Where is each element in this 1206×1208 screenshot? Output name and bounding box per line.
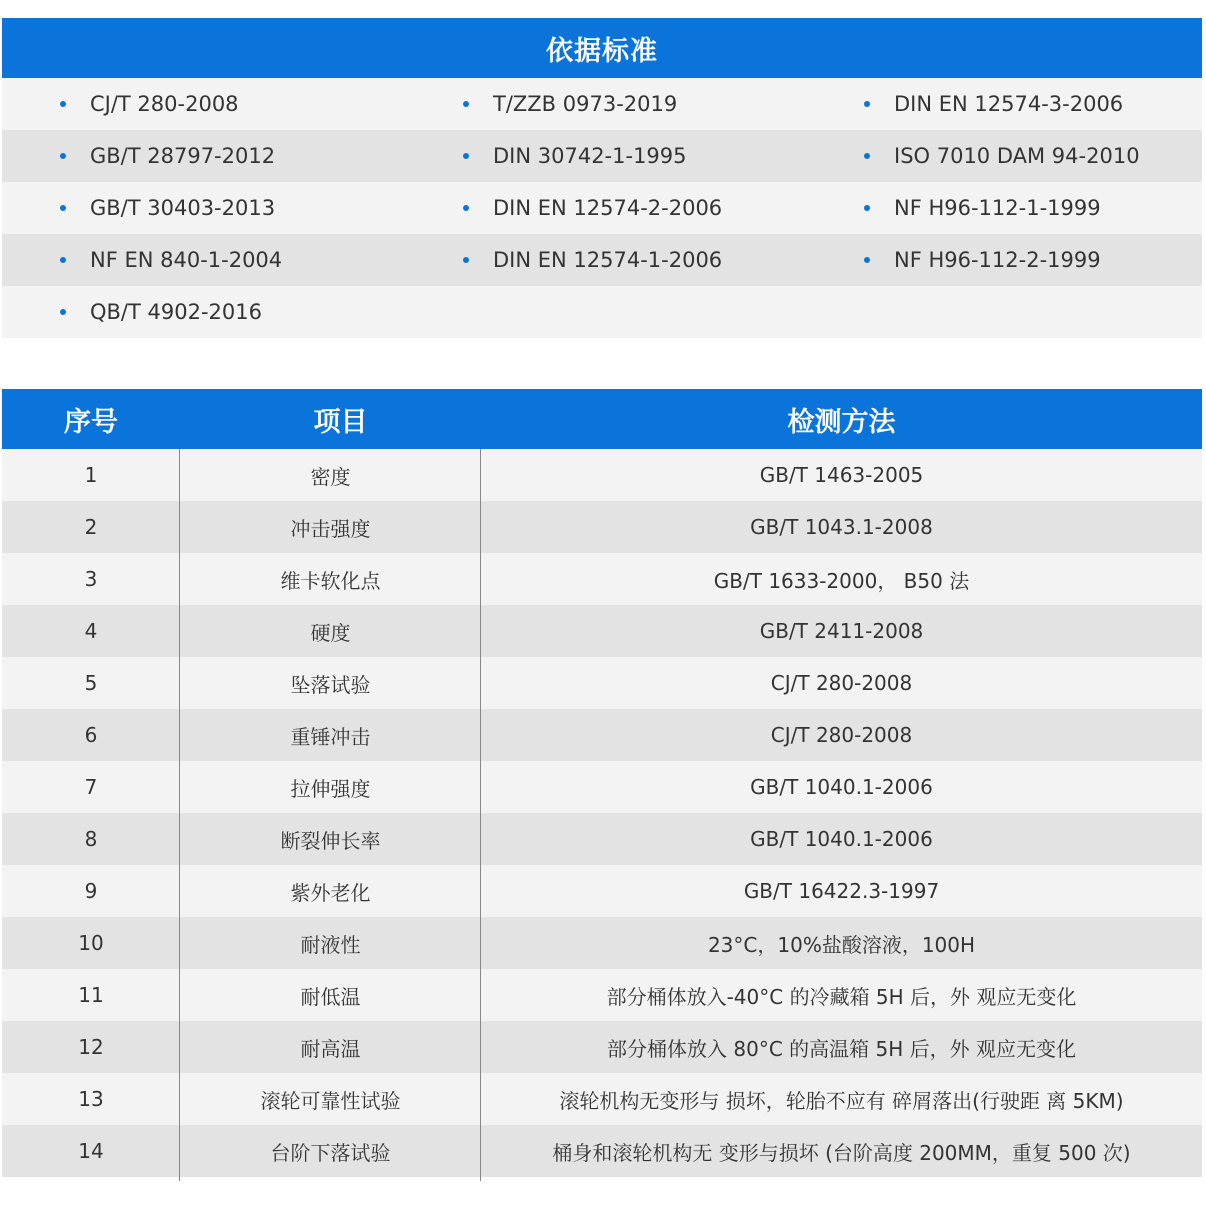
bullet-icon bbox=[864, 205, 870, 211]
test-table-header bbox=[2, 389, 1202, 449]
standards-row bbox=[2, 182, 1202, 234]
test-table bbox=[2, 449, 1202, 1177]
cell-method: 23°C，10%盐酸溶液，100H bbox=[707, 932, 976, 957]
bullet-icon bbox=[463, 257, 469, 263]
cell-no: 13 bbox=[78, 1087, 104, 1111]
table-row bbox=[2, 501, 1202, 553]
cell-method: GB/T 2411-2008 bbox=[759, 619, 924, 643]
cell-no: 2 bbox=[84, 515, 98, 539]
cell-item: 维卡软化点 bbox=[280, 568, 381, 593]
cell-item: 断裂伸长率 bbox=[280, 828, 381, 853]
cell-item: 耐高温 bbox=[300, 1036, 361, 1061]
cell-no: 10 bbox=[78, 931, 104, 955]
bullet-icon bbox=[60, 153, 66, 159]
bullet-icon bbox=[463, 101, 469, 107]
bullet-icon bbox=[864, 153, 870, 159]
standard-item bbox=[864, 234, 1101, 286]
column-divider bbox=[179, 449, 180, 1181]
cell-item: 硬度 bbox=[310, 620, 351, 645]
bullet-icon bbox=[60, 101, 66, 107]
cell-item: 拉伸强度 bbox=[290, 776, 371, 801]
standards-list bbox=[2, 78, 1202, 338]
table-row bbox=[2, 1073, 1202, 1125]
standard-item bbox=[60, 130, 275, 182]
cell-method: GB/T 1463-2005 bbox=[759, 463, 924, 487]
standard-code: GB/T 28797-2012 bbox=[90, 144, 276, 168]
standard-item bbox=[463, 234, 722, 286]
table-row bbox=[2, 917, 1202, 969]
standard-item bbox=[60, 182, 275, 234]
header-method: 检测方法 bbox=[787, 406, 896, 438]
cell-method: CJ/T 280-2008 bbox=[770, 671, 913, 695]
table-row bbox=[2, 761, 1202, 813]
standard-item bbox=[60, 286, 262, 338]
standards-row bbox=[2, 286, 1202, 338]
standard-item bbox=[60, 78, 239, 130]
table-row bbox=[2, 865, 1202, 917]
cell-no: 14 bbox=[78, 1139, 104, 1163]
table-row bbox=[2, 813, 1202, 865]
bullet-icon bbox=[463, 205, 469, 211]
table-row bbox=[2, 449, 1202, 501]
cell-no: 9 bbox=[84, 879, 98, 903]
cell-method: GB/T 1040.1-2006 bbox=[750, 827, 933, 851]
cell-item: 密度 bbox=[310, 464, 351, 489]
cell-method: GB/T 16422.3-1997 bbox=[743, 879, 940, 903]
header-item: 项目 bbox=[313, 406, 368, 438]
standard-item bbox=[864, 130, 1140, 182]
cell-item: 坠落试验 bbox=[290, 672, 371, 697]
standards-title: 依据标准 bbox=[2, 18, 1202, 78]
standard-code: DIN EN 12574-3-2006 bbox=[894, 92, 1124, 116]
cell-method: GB/T 1040.1-2006 bbox=[750, 775, 933, 799]
cell-no: 11 bbox=[78, 983, 104, 1007]
bullet-icon bbox=[864, 257, 870, 263]
standard-code: GB/T 30403-2013 bbox=[90, 196, 276, 220]
bullet-icon bbox=[864, 101, 870, 107]
cell-method: CJ/T 280-2008 bbox=[770, 723, 913, 747]
cell-item: 冲击强度 bbox=[290, 516, 371, 541]
table-row bbox=[2, 605, 1202, 657]
standard-code: DIN EN 12574-1-2006 bbox=[493, 248, 723, 272]
cell-no: 1 bbox=[84, 463, 98, 487]
cell-no: 7 bbox=[84, 775, 98, 799]
cell-no: 5 bbox=[84, 671, 98, 695]
bullet-icon bbox=[463, 153, 469, 159]
column-divider bbox=[480, 449, 481, 1181]
standard-code: T/ZZB 0973-2019 bbox=[493, 92, 678, 116]
standard-code: NF H96-112-1-1999 bbox=[894, 196, 1101, 220]
cell-method: 滚轮机构无变形与 损坏，轮胎不应有 碎屑落出(行驶距 离 5KM) bbox=[559, 1088, 1124, 1113]
cell-item: 耐低温 bbox=[300, 984, 361, 1009]
cell-method: GB/T 1043.1-2008 bbox=[750, 515, 933, 539]
standard-item bbox=[463, 182, 722, 234]
cell-no: 8 bbox=[84, 827, 98, 851]
standard-item bbox=[864, 182, 1101, 234]
cell-method: 部分桶体放入 80°C 的高温箱 5H 后，外 观应无变化 bbox=[607, 1036, 1076, 1061]
bullet-icon bbox=[60, 205, 66, 211]
cell-method: 部分桶体放入-40°C 的冷藏箱 5H 后，外 观应无变化 bbox=[606, 984, 1077, 1009]
standard-code: QB/T 4902-2016 bbox=[90, 300, 262, 324]
standard-code: DIN EN 12574-2-2006 bbox=[493, 196, 723, 220]
standards-row bbox=[2, 234, 1202, 286]
standard-code: CJ/T 280-2008 bbox=[90, 92, 239, 116]
header-no: 序号 bbox=[64, 406, 118, 438]
standard-item bbox=[463, 130, 687, 182]
standard-code: NF H96-112-2-1999 bbox=[894, 248, 1101, 272]
cell-no: 6 bbox=[84, 723, 98, 747]
bullet-icon bbox=[60, 257, 66, 263]
cell-item: 耐液性 bbox=[300, 932, 361, 957]
bullet-icon bbox=[60, 309, 66, 315]
table-row bbox=[2, 969, 1202, 1021]
cell-no: 4 bbox=[84, 619, 98, 643]
cell-no: 3 bbox=[84, 567, 98, 591]
standards-row bbox=[2, 130, 1202, 182]
cell-no: 12 bbox=[78, 1035, 104, 1059]
standard-code: ISO 7010 DAM 94-2010 bbox=[894, 144, 1140, 168]
table-row bbox=[2, 1021, 1202, 1073]
cell-item: 台阶下落试验 bbox=[270, 1140, 391, 1165]
table-row bbox=[2, 657, 1202, 709]
standards-row bbox=[2, 78, 1202, 130]
standard-code: NF EN 840-1-2004 bbox=[90, 248, 283, 272]
cell-item: 紫外老化 bbox=[290, 880, 371, 905]
table-row bbox=[2, 1125, 1202, 1177]
standard-item bbox=[60, 234, 282, 286]
table-row bbox=[2, 709, 1202, 761]
cell-item: 重锤冲击 bbox=[290, 724, 371, 749]
standard-item bbox=[463, 78, 677, 130]
standard-item bbox=[864, 78, 1123, 130]
table-row bbox=[2, 553, 1202, 605]
cell-method: GB/T 1633-2000， B50 法 bbox=[713, 568, 970, 593]
standard-code: DIN 30742-1-1995 bbox=[493, 144, 687, 168]
cell-item: 滚轮可靠性试验 bbox=[260, 1088, 401, 1113]
cell-method: 桶身和滚轮机构无 变形与损坏 (台阶高度 200MM，重复 500 次) bbox=[552, 1140, 1131, 1165]
